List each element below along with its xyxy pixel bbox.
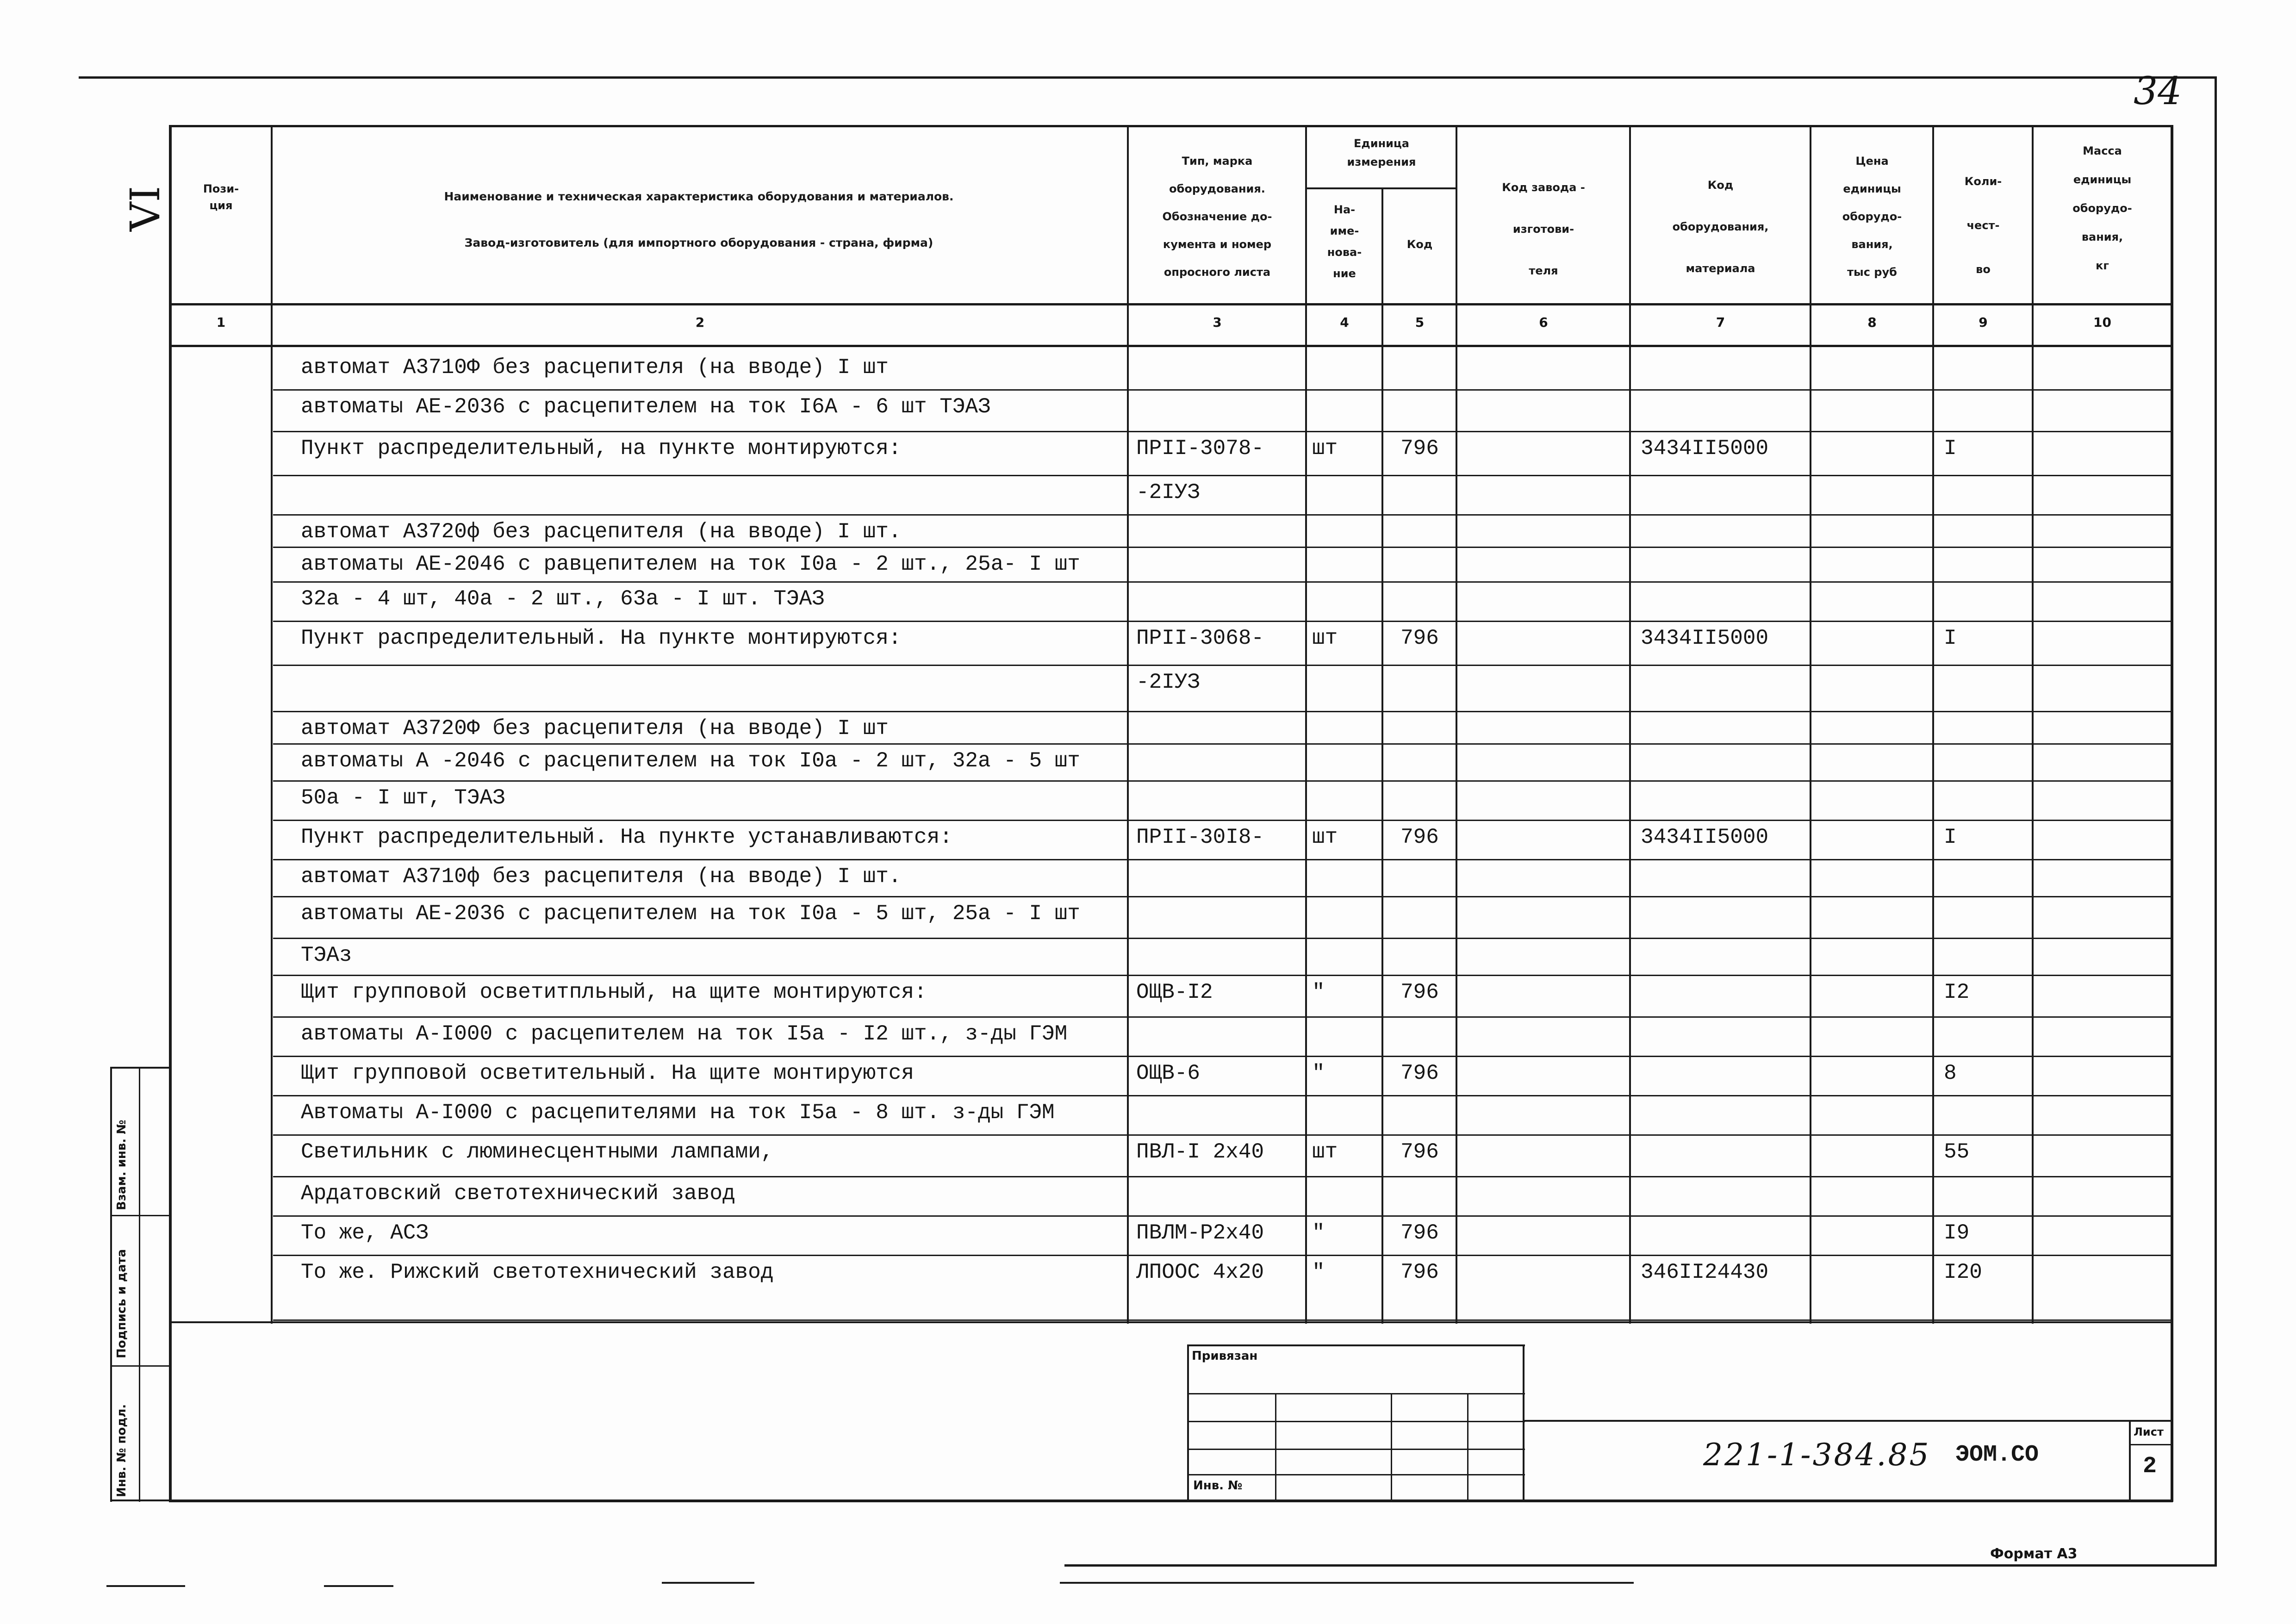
cell-qty: I2	[1944, 980, 1970, 1004]
cell-qty: I20	[1944, 1260, 1982, 1284]
cell-name: автоматы А -2046 с расцепителем на ток I0а - 2 шт, 32а - 5 шт	[301, 749, 1080, 773]
cell-name: То же, АСЗ	[301, 1221, 429, 1245]
stray-line	[662, 1582, 754, 1584]
cell-type: ПВЛ-I 2х40	[1136, 1140, 1264, 1164]
frame-right	[2215, 76, 2217, 1564]
cell-mcode: 346II24430	[1641, 1260, 1769, 1284]
cell-name: автомат А3710Ф без расцепителя (на вводе) I шт	[301, 355, 889, 380]
col4-header: На- име- нова- ние	[1327, 203, 1362, 280]
cell-qty: I9	[1944, 1221, 1970, 1245]
cell-name: То же. Рижский светотехнический завод	[301, 1260, 774, 1284]
top-rule	[79, 76, 2217, 79]
colnum-bottom	[170, 345, 2172, 347]
cell-code: 796	[1400, 626, 1439, 650]
cell-name: автомат А3710ф без расцепителя (на вводе) I шт.	[301, 865, 902, 889]
cell-name: автоматы АЕ-2036 с расцепителем на ток I0а - 5 шт, 25а - I шт	[301, 902, 1080, 926]
cell-unit: "	[1312, 1221, 1325, 1245]
cell-name: Щит групповой осветительный. На щите монтируются	[301, 1061, 915, 1085]
side-label-sign-date: Подпись и дата	[115, 1249, 129, 1358]
cell-name: автоматы АЕ-2046 с равцепителем на ток I0а - 2 шт., 25а- I шт	[301, 552, 1080, 576]
cell-code: 796	[1400, 1260, 1439, 1284]
row-rule	[273, 547, 2171, 548]
cell-type: ПРII-3068-	[1136, 626, 1264, 650]
row-rule	[273, 975, 2171, 976]
col2-header: Наименование и техническая характеристика оборудования и материалов. Завод-изготовитель (для импортного оборудования - страна, фирма)	[444, 190, 954, 249]
table-bottom	[169, 1500, 2173, 1502]
col10-header: Масса единицы оборудо- вания, кг	[2072, 144, 2132, 272]
cell-name: Пункт распределительный, на пункте монтируются:	[301, 436, 902, 460]
row-rule	[273, 1095, 2171, 1096]
cell-qty: I	[1944, 626, 1957, 650]
row-rule	[273, 1215, 2171, 1217]
colnum-1: 1	[216, 315, 226, 330]
colnum-7: 7	[1716, 315, 1725, 330]
row-rule	[273, 621, 2171, 622]
col9-header: Коли- чест- во	[1964, 175, 2002, 276]
cell-type: ОЩВ-I2	[1136, 980, 1213, 1004]
cell-code: 796	[1400, 436, 1439, 460]
row-rule	[273, 896, 2171, 897]
cell-name: автоматы А-I000 с расцепителем на ток I5а - I2 шт., з-ды ГЭМ	[301, 1022, 1068, 1046]
col7-header: Код оборудования, материала	[1672, 179, 1769, 275]
colnum-2: 2	[695, 315, 705, 330]
col1-header: Пози- ция	[203, 182, 239, 212]
cell-qty: I	[1944, 436, 1957, 460]
colnum-10: 10	[2093, 315, 2111, 330]
cell-qty: 8	[1944, 1061, 1957, 1085]
table-right	[2171, 125, 2173, 1502]
cell-type: -2IУЗ	[1136, 480, 1201, 504]
cell-type: ПРII-3078-	[1136, 436, 1264, 460]
stray-line	[106, 1585, 185, 1587]
cell-unit: шт	[1312, 1140, 1338, 1164]
col8-header: Цена единицы оборудо- вания, тыс руб	[1842, 155, 1902, 279]
header-bottom	[170, 303, 2172, 305]
col45-header: Единица измерения	[1347, 137, 1416, 168]
cell-unit: "	[1312, 980, 1325, 1004]
row-rule	[273, 820, 2171, 821]
row-rule	[273, 1056, 2171, 1057]
cell-name: 32а - 4 шт, 40а - 2 шт., 63а - I шт. ТЭАЗ	[301, 587, 825, 611]
cell-unit: шт	[1312, 436, 1338, 460]
inv-label: Инв. №	[1193, 1479, 1243, 1493]
colnum-3: 3	[1213, 315, 1222, 330]
col6-header: Код завода - изготови- теля	[1502, 181, 1585, 277]
side-label-vzam-inv: Взам. инв. №	[115, 1120, 129, 1210]
row-rule	[273, 1319, 2171, 1321]
cell-name: Автоматы А-I000 с расцепителями на ток I5а - 8 шт. з-ды ГЭМ	[301, 1101, 1055, 1125]
cell-code: 796	[1400, 1061, 1439, 1085]
cell-code: 796	[1400, 980, 1439, 1004]
cell-name: Пункт распределительный. На пункте монтируются:	[301, 626, 902, 650]
cell-unit: "	[1312, 1260, 1325, 1284]
cell-name: Ардатовский светотехнический завод	[301, 1182, 735, 1206]
sheet-label: Лист	[2134, 1425, 2164, 1438]
cell-mcode: 3434II5000	[1641, 825, 1769, 849]
stray-line	[1060, 1582, 1634, 1584]
cell-type: ЛПООС 4х20	[1136, 1260, 1264, 1284]
roman-numeral: VI	[121, 186, 169, 231]
row-rule	[273, 859, 2171, 860]
table-left	[169, 125, 172, 1502]
cell-mcode: 3434II5000	[1641, 436, 1769, 460]
frame-bottom	[1064, 1564, 2217, 1567]
row-rule	[273, 1176, 2171, 1177]
cell-type: ПВЛМ-Р2х40	[1136, 1221, 1264, 1245]
row-rule	[273, 780, 2171, 782]
row-rule	[273, 581, 2171, 583]
row-rule	[273, 1134, 2171, 1136]
cell-name: Пункт распределительный. На пункте устанавливаются:	[301, 825, 952, 849]
cell-name: Светильник с люминесцентными лампами,	[301, 1140, 774, 1164]
row-rule	[273, 1255, 2171, 1256]
row-rule	[273, 711, 2171, 712]
bound-label: Привязан	[1192, 1349, 1258, 1363]
side-label-inv-podl: Инв. № подл.	[115, 1404, 129, 1497]
row-rule	[273, 431, 2171, 432]
row-rule	[273, 514, 2171, 516]
cell-name: автомат А3720Ф без расцепителя (на вводе) I шт	[301, 716, 889, 740]
row-rule	[273, 389, 2171, 391]
doc-code: ЭОМ.СО	[1955, 1442, 2039, 1468]
row-rule	[273, 665, 2171, 666]
stray-line	[324, 1585, 393, 1587]
colnum-4: 4	[1340, 315, 1349, 330]
cell-type: ОЩВ-6	[1136, 1061, 1201, 1085]
cell-mcode: 3434II5000	[1641, 626, 1769, 650]
row-rule	[273, 475, 2171, 476]
col3-header: Тип, марка оборудования. Обозначение до- кумента и номер опросного листа	[1162, 155, 1272, 279]
row-rule	[273, 938, 2171, 939]
format-label: Формат А3	[1990, 1546, 2078, 1562]
sheet-number: 2	[2143, 1453, 2157, 1480]
cell-name: автомат А3720ф без расцепителя (на вводе) I шт.	[301, 520, 902, 544]
cell-name: 50а - I шт, ТЭАЗ	[301, 786, 505, 810]
doc-number: 221-1-384.85	[1703, 1437, 1931, 1473]
page-number: 34	[2134, 69, 2182, 113]
colnum-9: 9	[1979, 315, 1988, 330]
cell-unit: "	[1312, 1061, 1325, 1085]
cell-type: -2IУЗ	[1136, 670, 1201, 694]
cell-name: ТЭАз	[301, 943, 352, 967]
table-top	[170, 125, 2172, 127]
col5-header: Код	[1406, 238, 1433, 251]
cell-unit: шт	[1312, 825, 1338, 849]
cell-name: автоматы АЕ-2036 с расцепителем на ток I6А - 6 шт ТЭАЗ	[301, 395, 991, 419]
cell-qty: I	[1944, 825, 1957, 849]
colnum-5: 5	[1415, 315, 1425, 330]
cell-code: 796	[1400, 1221, 1439, 1245]
cell-unit: шт	[1312, 626, 1338, 650]
row-rule	[273, 743, 2171, 745]
data-bottom	[170, 1321, 2172, 1323]
row-rule	[273, 1016, 2171, 1018]
cell-code: 796	[1400, 1140, 1439, 1164]
colnum-6: 6	[1539, 315, 1548, 330]
cell-name: Щит групповой осветитпльный, на щите монтируются:	[301, 980, 927, 1004]
cell-code: 796	[1400, 825, 1439, 849]
colnum-8: 8	[1867, 315, 1877, 330]
unit-split	[1306, 187, 1456, 189]
cell-type: ПРII-30I8-	[1136, 825, 1264, 849]
cell-qty: 55	[1944, 1140, 1970, 1164]
